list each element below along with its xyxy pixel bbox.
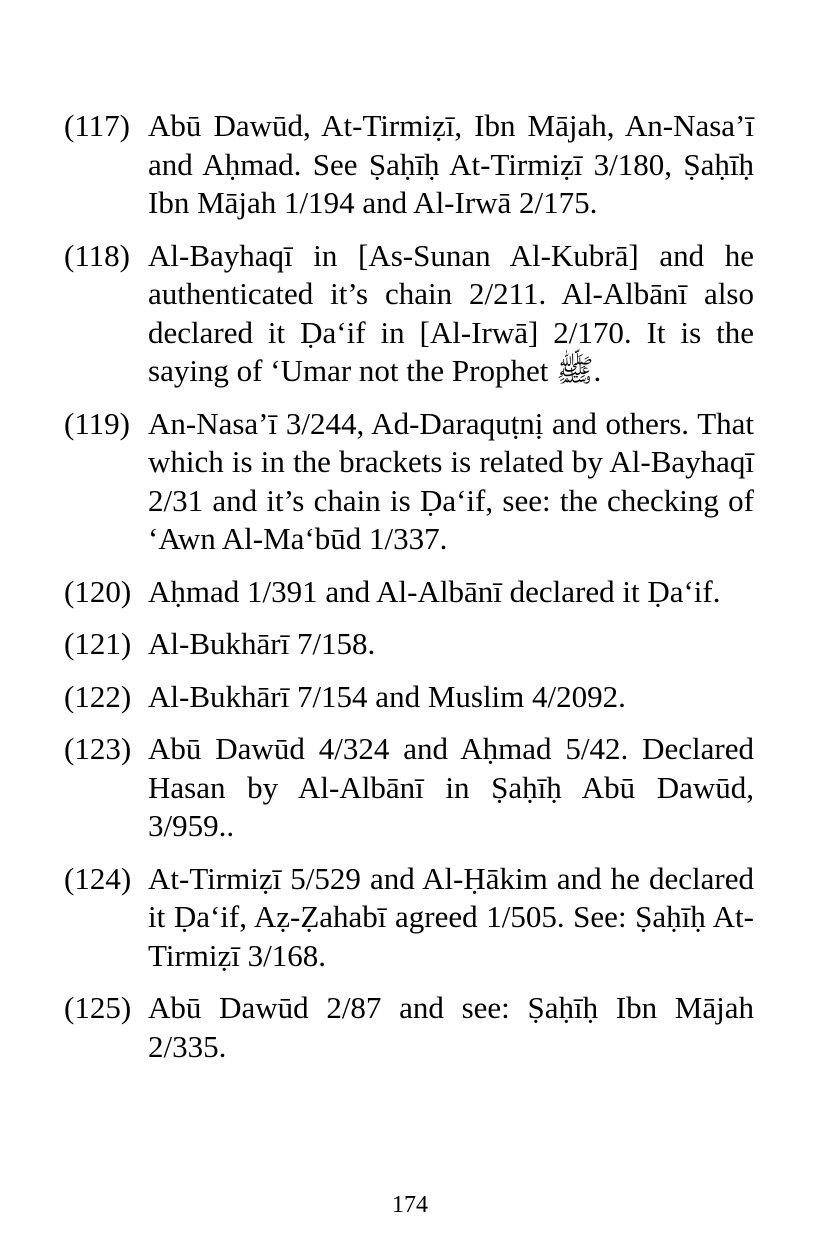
footnote-number: (118) — [64, 237, 130, 273]
page-number: 174 — [392, 1192, 428, 1218]
footnote-124 — [64, 860, 754, 976]
footnote-text: Abū Dawūd 2/87 and see: Ṣaḥīḥ Ibn Mājah 2/335. — [148, 990, 754, 1064]
footnote-117 — [64, 107, 754, 223]
footnote-number: (120) — [64, 573, 132, 609]
footnote-text: Abū Dawūd 4/324 and Aḥmad 5/42. Declared Hasan by Al-Albānī in Ṣaḥīḥ Abū Dawūd, 3/959.. — [148, 731, 754, 843]
footnote-text: An-Nasa’ī 3/244, Ad-Daraquṭnị and others. That which is in the brackets is related by Al-Bayhaqī 2/31 and it’s chain is Ḍa‘if, see: the checking of ‘Awn Al-Ma‘būd 1/337. — [148, 405, 754, 556]
footnote-123 — [64, 730, 754, 846]
footnote-119 — [64, 405, 754, 559]
footnote-number: (117) — [64, 108, 130, 143]
footnote-text: Abū Dawūd, At-Tirmiẓī, Ibn Mājah, An-Nasa’ī and Aḥmad. See Ṣaḥīḥ At-Tirmiẓī 3/180, Ṣaḥīḥ Ibn Mājah 1/194 and Al-Irwā 2/175. — [148, 108, 754, 220]
footnote-118 — [64, 237, 754, 391]
footnote-text: Al-Bayhaqī in [As-Sunan Al-Kubrā] and he authenticated it’s chain 2/211. Al-Albānī also declared it Ḍa‘if in [Al-Irwā] 2/170. It is the saying of ‘Umar not the Prophet ﷺ. — [148, 237, 754, 388]
footnote-number: (122) — [64, 678, 132, 714]
footnote-text: Al-Bukhārī 7/158. — [148, 626, 376, 661]
footnote-text: Al-Bukhārī 7/154 and Muslim 4/2092. — [148, 678, 626, 714]
footnote-122 — [64, 678, 754, 717]
footnote-text: Aḥmad 1/391 and Al-Albānī declared it Ḍa‘if. — [148, 573, 721, 609]
footnote-list — [64, 107, 754, 1080]
footnote-number: (124) — [64, 860, 132, 896]
footnote-number: (121) — [64, 626, 132, 661]
footnote-120 — [64, 573, 754, 612]
footnote-number: (123) — [64, 731, 132, 766]
footnote-number: (125) — [64, 990, 132, 1025]
footnote-125 — [64, 989, 754, 1066]
footnote-text: At-Tirmiẓī 5/529 and Al-Ḥākim and he declared it Ḍa‘if, Aẓ-Ẓahabī agreed 1/505. See: Ṣaḥīḥ At-Tirmiẓī 3/168. — [148, 860, 754, 973]
footnote-121 — [64, 625, 754, 664]
footnote-number: (119) — [64, 405, 130, 441]
